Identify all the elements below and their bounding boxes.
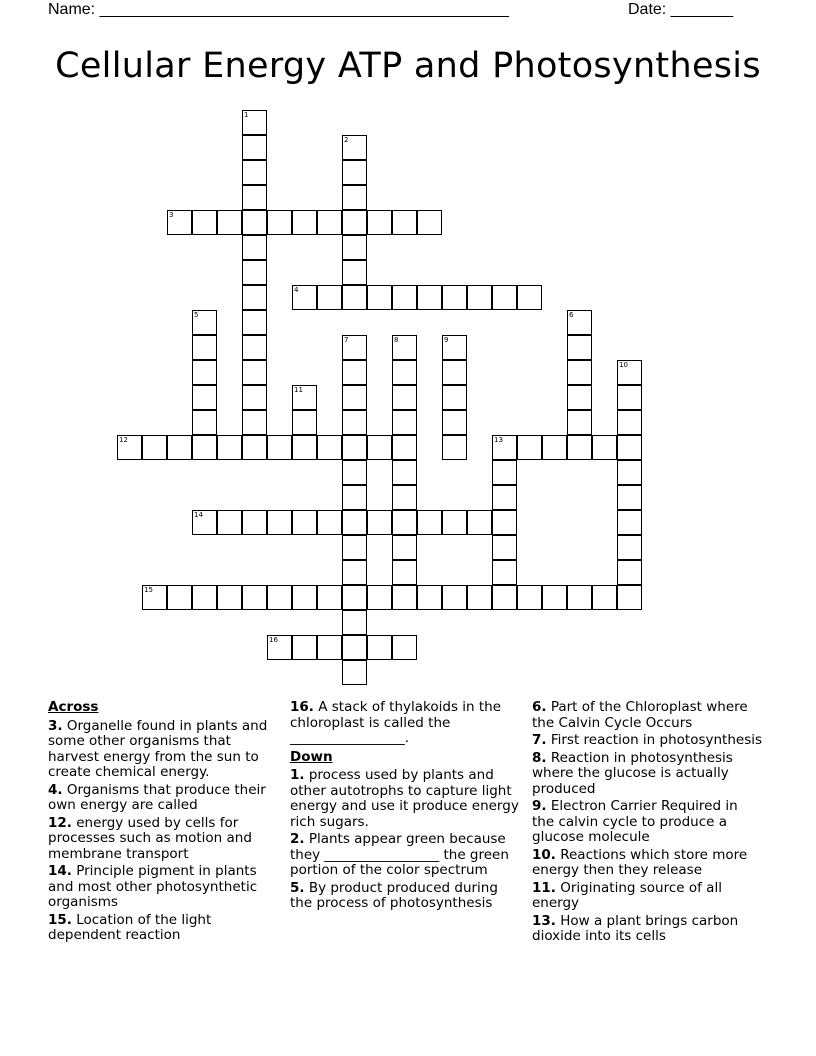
crossword-cell[interactable]	[342, 335, 367, 360]
crossword-cell[interactable]	[242, 360, 267, 385]
crossword-cell[interactable]	[467, 285, 492, 310]
clue-number: 4	[294, 286, 299, 294]
crossword-cell[interactable]	[542, 585, 567, 610]
crossword-cell[interactable]	[392, 460, 417, 485]
clue-number: 2	[344, 136, 349, 144]
crossword-cell[interactable]	[242, 410, 267, 435]
crossword-cell[interactable]	[142, 585, 167, 610]
clue-number: 10	[619, 361, 628, 369]
crossword-cell[interactable]	[242, 185, 267, 210]
clue-number: 15	[144, 586, 153, 594]
crossword-cell[interactable]	[442, 360, 467, 385]
clue-number: 6.	[532, 699, 547, 715]
crossword-cell[interactable]	[367, 435, 392, 460]
clue-text: How a plant brings carbon dioxide into its cells	[532, 912, 739, 944]
crossword-cell[interactable]	[192, 385, 217, 410]
clue-down	[532, 700, 764, 731]
crossword-cell[interactable]	[367, 510, 392, 535]
crossword-cell[interactable]	[617, 460, 642, 485]
clue-text: Principle pigment in plants and most other photosynthetic organisms	[48, 863, 258, 910]
clue-text: Location of the light dependent reaction	[48, 911, 212, 943]
crossword-cell[interactable]	[242, 110, 267, 135]
crossword-cell[interactable]	[292, 385, 317, 410]
crossword-cell[interactable]	[492, 560, 517, 585]
crossword-cell[interactable]	[342, 185, 367, 210]
crossword-cell[interactable]	[142, 435, 167, 460]
clue-down	[532, 751, 764, 798]
crossword-cell[interactable]	[567, 585, 592, 610]
clue-down	[532, 881, 764, 912]
clue-across	[48, 913, 280, 944]
clue-number: 7.	[532, 732, 547, 748]
crossword-cell[interactable]	[242, 585, 267, 610]
clue-text: First reaction in photosynthesis	[546, 732, 763, 748]
crossword-cell[interactable]	[517, 585, 542, 610]
crossword-cell[interactable]	[342, 285, 367, 310]
crossword-cell[interactable]	[242, 310, 267, 335]
crossword-cell[interactable]	[392, 585, 417, 610]
clue-text: process used by plants and other autotrophs to capture light energy and use it produce energy rich sugars.	[290, 767, 519, 830]
clue-number: 8	[394, 336, 399, 344]
crossword-cell[interactable]	[617, 410, 642, 435]
crossword-cell[interactable]	[292, 435, 317, 460]
crossword-cell[interactable]	[242, 235, 267, 260]
crossword-cell[interactable]	[192, 335, 217, 360]
clue-number: 3.	[48, 717, 63, 734]
crossword-cell[interactable]	[317, 285, 342, 310]
clue-number: 3	[169, 211, 174, 219]
crossword-cell[interactable]	[442, 585, 467, 610]
crossword-cell[interactable]	[392, 635, 417, 660]
clue-number: 7	[344, 336, 349, 344]
crossword-cell[interactable]	[517, 285, 542, 310]
crossword-cell[interactable]	[442, 335, 467, 360]
crossword-cell[interactable]	[592, 585, 617, 610]
clue-across	[48, 783, 280, 814]
crossword-cell[interactable]	[217, 510, 242, 535]
crossword-cell[interactable]	[567, 310, 592, 335]
crossword-cell[interactable]	[492, 510, 517, 535]
crossword-cell[interactable]	[342, 385, 367, 410]
crossword-cell[interactable]	[492, 535, 517, 560]
crossword-cell[interactable]	[617, 510, 642, 535]
crossword-cell[interactable]	[292, 410, 317, 435]
crossword-cell[interactable]	[392, 510, 417, 535]
name-field-label: Name: ______________________________________________	[48, 1, 509, 18]
clue-across	[48, 816, 280, 863]
crossword-cell[interactable]	[492, 485, 517, 510]
clue-number: 13	[494, 436, 503, 444]
crossword-cell[interactable]	[342, 510, 367, 535]
crossword-cell[interactable]	[567, 435, 592, 460]
clue-number: 9	[444, 336, 449, 344]
clue-number: 8.	[532, 749, 547, 766]
crossword-cell[interactable]	[292, 210, 317, 235]
crossword-cell[interactable]	[467, 510, 492, 535]
crossword-cell[interactable]	[217, 210, 242, 235]
crossword-cell[interactable]	[567, 335, 592, 360]
crossword-cell[interactable]	[292, 510, 317, 535]
clues-column-3	[532, 700, 764, 947]
crossword-cell[interactable]	[442, 510, 467, 535]
crossword-cell[interactable]	[492, 460, 517, 485]
crossword-cell[interactable]	[267, 435, 292, 460]
crossword-cell[interactable]	[392, 285, 417, 310]
crossword-cell[interactable]	[392, 210, 417, 235]
clues-column-2	[290, 700, 522, 914]
clue-number: 11	[294, 386, 303, 394]
crossword-cell[interactable]	[192, 435, 217, 460]
crossword-cell[interactable]	[567, 410, 592, 435]
crossword-cell[interactable]	[317, 510, 342, 535]
clue-number: 16	[269, 636, 278, 644]
crossword-cell[interactable]	[342, 235, 367, 260]
crossword-cell[interactable]	[342, 160, 367, 185]
crossword-cell[interactable]	[267, 635, 292, 660]
crossword-cell[interactable]	[367, 585, 392, 610]
crossword-cell[interactable]	[342, 535, 367, 560]
crossword-cell[interactable]	[342, 135, 367, 160]
crossword-cell[interactable]	[342, 485, 367, 510]
crossword-cell[interactable]	[492, 285, 517, 310]
clue-across	[48, 719, 280, 781]
clue-number: 4.	[48, 781, 63, 798]
crossword-cell[interactable]	[392, 485, 417, 510]
crossword-cell[interactable]	[242, 435, 267, 460]
clue-number: 12	[119, 436, 128, 444]
crossword-cell[interactable]	[192, 360, 217, 385]
crossword-cell[interactable]	[467, 585, 492, 610]
crossword-cell[interactable]	[517, 435, 542, 460]
clue-down	[290, 881, 522, 912]
clue-down	[532, 848, 764, 879]
clue-text: Originating source of all energy	[532, 879, 722, 911]
crossword-cell[interactable]	[417, 510, 442, 535]
crossword-cell[interactable]	[442, 385, 467, 410]
crossword-cell[interactable]	[442, 285, 467, 310]
crossword-cell[interactable]	[342, 410, 367, 435]
crossword-cell[interactable]	[242, 510, 267, 535]
crossword-cell[interactable]	[192, 585, 217, 610]
page-title: Cellular Energy ATP and Photosynthesis	[55, 46, 761, 86]
clue-down	[532, 914, 764, 945]
crossword-cell[interactable]	[292, 585, 317, 610]
header-line	[48, 0, 768, 20]
crossword-cell[interactable]	[242, 335, 267, 360]
clue-down	[290, 832, 522, 879]
clue-text: Reactions which store more energy then they release	[532, 846, 748, 878]
crossword-cell[interactable]	[167, 435, 192, 460]
clue-number: 5.	[290, 879, 305, 896]
crossword-cell[interactable]	[267, 210, 292, 235]
clue-number: 13.	[532, 912, 556, 929]
crossword-cell[interactable]	[367, 635, 392, 660]
crossword-cell[interactable]	[617, 485, 642, 510]
crossword-cell[interactable]	[617, 360, 642, 385]
crossword-cell[interactable]	[367, 210, 392, 235]
clue-text: Electron Carrier Required in the calvin cycle to produce a glucose molecule	[532, 798, 738, 845]
clues-column-1	[48, 700, 280, 946]
crossword-cell[interactable]	[567, 360, 592, 385]
clue-number: 12.	[48, 814, 72, 831]
crossword-cell[interactable]	[342, 660, 367, 685]
across-heading: Across	[48, 699, 99, 715]
crossword-cell[interactable]	[617, 560, 642, 585]
crossword-cell[interactable]	[342, 210, 367, 235]
crossword-cell[interactable]	[317, 635, 342, 660]
crossword-cell[interactable]	[617, 385, 642, 410]
clue-number: 5	[194, 311, 199, 319]
clue-number: 2.	[290, 831, 305, 847]
crossword-cell[interactable]	[242, 210, 267, 235]
crossword-cell[interactable]	[267, 585, 292, 610]
crossword-cell[interactable]	[417, 210, 442, 235]
crossword-cell[interactable]	[417, 285, 442, 310]
clue-text: Plants appear green because they _________________ the green portion of the color spectrum	[290, 831, 509, 878]
crossword-cell[interactable]	[392, 335, 417, 360]
crossword-cell[interactable]	[167, 210, 192, 235]
crossword-cell[interactable]	[342, 585, 367, 610]
crossword-cell[interactable]	[242, 385, 267, 410]
clue-number: 16.	[290, 699, 314, 715]
crossword-cell[interactable]	[492, 585, 517, 610]
crossword-cell[interactable]	[192, 310, 217, 335]
crossword-cell[interactable]	[617, 535, 642, 560]
clue-across	[48, 864, 280, 911]
crossword-cell[interactable]	[192, 210, 217, 235]
down-heading: Down	[290, 748, 333, 765]
crossword-cell[interactable]	[342, 435, 367, 460]
crossword-cell[interactable]	[242, 260, 267, 285]
clue-number: 1	[244, 111, 249, 119]
crossword-cell[interactable]	[492, 435, 517, 460]
crossword-cell[interactable]	[392, 535, 417, 560]
crossword-cell[interactable]	[292, 635, 317, 660]
crossword-cell[interactable]	[417, 585, 442, 610]
clue-across	[290, 700, 522, 747]
clue-number: 14	[194, 511, 203, 519]
crossword-cell[interactable]	[392, 560, 417, 585]
clue-text: By product produced during the process of photosynthesis	[290, 879, 498, 911]
clue-text: Part of the Chloroplast where the Calvin Cycle Occurs	[532, 699, 748, 731]
clue-number: 11.	[532, 879, 556, 896]
clue-down	[290, 768, 522, 830]
crossword-cell[interactable]	[117, 435, 142, 460]
crossword-cell[interactable]	[242, 135, 267, 160]
clue-text: A stack of thylakoids in the chloroplast is called the _________________.	[290, 699, 502, 746]
crossword-cell[interactable]	[392, 385, 417, 410]
crossword-cell[interactable]	[317, 210, 342, 235]
crossword-cell[interactable]	[567, 385, 592, 410]
crossword-cell[interactable]	[217, 435, 242, 460]
crossword-cell[interactable]	[242, 160, 267, 185]
crossword-cell[interactable]	[392, 435, 417, 460]
clue-number: 9.	[532, 798, 547, 814]
crossword-cell[interactable]	[617, 435, 642, 460]
crossword-cell[interactable]	[342, 610, 367, 635]
crossword-cell[interactable]	[167, 585, 192, 610]
crossword-cell[interactable]	[267, 510, 292, 535]
crossword-cell[interactable]	[442, 410, 467, 435]
crossword-cell[interactable]	[442, 435, 467, 460]
clue-number: 1.	[290, 767, 305, 783]
clue-text: Reaction in photosynthesis where the glucose is actually produced	[532, 749, 733, 797]
crossword-cell[interactable]	[192, 510, 217, 535]
crossword-cell[interactable]	[392, 360, 417, 385]
clue-number: 15.	[48, 911, 72, 928]
crossword-cell[interactable]	[292, 285, 317, 310]
crossword-cell[interactable]	[342, 360, 367, 385]
crossword-cell[interactable]	[342, 560, 367, 585]
crossword-cell[interactable]	[342, 260, 367, 285]
crossword-cell[interactable]	[392, 410, 417, 435]
clue-number: 14.	[48, 863, 72, 879]
clue-number: 10.	[532, 846, 556, 863]
clue-number: 6	[569, 311, 574, 319]
crossword-cell[interactable]	[617, 585, 642, 610]
crossword-cell[interactable]	[192, 410, 217, 435]
crossword-cell[interactable]	[342, 460, 367, 485]
crossword-cell[interactable]	[592, 435, 617, 460]
clue-down	[532, 799, 764, 846]
clue-text: energy used by cells for processes such as motion and membrane transport	[48, 814, 252, 862]
clue-down	[532, 733, 764, 749]
clue-text: Organisms that produce their own energy are called	[48, 781, 266, 813]
crossword-cell[interactable]	[542, 435, 567, 460]
clue-text: Organelle found in plants and some other organisms that harvest energy from the sun to create chemical energy.	[48, 717, 268, 780]
crossword-cell[interactable]	[342, 635, 367, 660]
crossword-cell[interactable]	[317, 435, 342, 460]
crossword-cell[interactable]	[217, 585, 242, 610]
crossword-cell[interactable]	[242, 285, 267, 310]
date-field-label: Date: _______	[628, 1, 733, 18]
crossword-cell[interactable]	[317, 585, 342, 610]
crossword-cell[interactable]	[367, 285, 392, 310]
